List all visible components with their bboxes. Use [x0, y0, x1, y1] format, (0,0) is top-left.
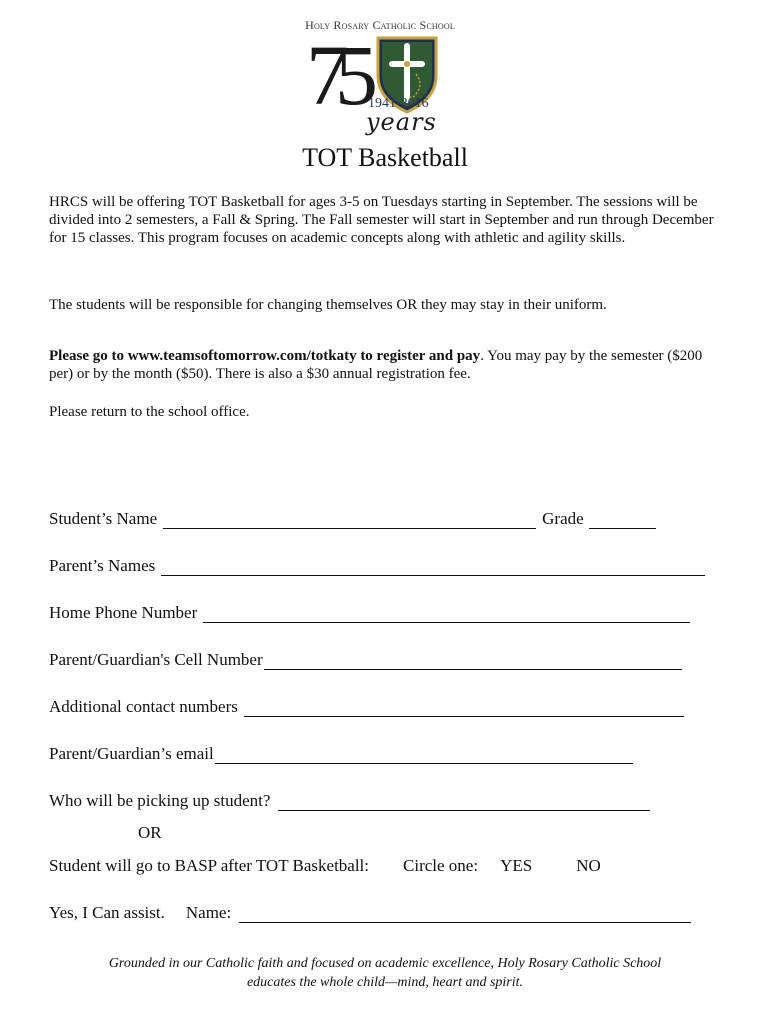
circle-one-label: Circle one:	[403, 856, 479, 875]
cell-number-field[interactable]	[264, 654, 682, 670]
grade-label: Grade	[542, 509, 584, 528]
school-name: Holy Rosary Catholic School	[305, 18, 455, 32]
student-name-row	[49, 509, 656, 529]
email-field[interactable]	[215, 748, 633, 764]
registration-fees-text: . You may pay by the semester ($200 per) or by the month ($50). There is also a $30 annual registration fee.	[49, 348, 703, 382]
registration-link-text: Please go to www.teamsoftomorrow.com/totkaty to register and pay	[49, 348, 481, 364]
anniversary-number: 75	[306, 27, 364, 123]
footer-motto	[0, 954, 770, 992]
home-phone-row	[49, 603, 690, 623]
registration-paragraph	[49, 347, 729, 383]
footer-line-2: educates the whole child—mind, heart and spirit.	[246, 975, 524, 990]
anniversary-word: years	[366, 108, 437, 136]
uniform-note: The students will be responsible for changing themselves OR they may stay in their uniform.	[49, 297, 607, 313]
grade-field[interactable]	[589, 513, 656, 529]
pickup-row	[49, 791, 650, 811]
page-title: TOT Basketball	[302, 143, 468, 172]
pickup-field[interactable]	[278, 795, 650, 811]
return-note: Please return to the school office.	[49, 404, 250, 420]
basp-label: Student will go to BASP after TOT Basketball:	[49, 856, 370, 875]
home-phone-label: Home Phone Number	[49, 603, 198, 622]
cell-number-row	[49, 650, 682, 670]
additional-contacts-field[interactable]	[244, 701, 684, 717]
parent-names-row	[49, 556, 705, 576]
parent-names-label: Parent’s Names	[49, 556, 156, 575]
pickup-label: Who will be picking up student?	[49, 791, 271, 810]
assist-name-field[interactable]	[239, 907, 691, 923]
assist-row	[49, 903, 691, 923]
yes-option[interactable]: YES	[500, 856, 533, 875]
student-name-field[interactable]	[163, 513, 536, 529]
home-phone-field[interactable]	[203, 607, 690, 623]
email-label: Parent/Guardian’s email	[49, 744, 214, 763]
anniversary-years: 1941-2016	[368, 96, 429, 111]
or-row	[138, 823, 162, 843]
student-name-label: Student’s Name	[49, 509, 158, 528]
additional-contacts-label: Additional contact numbers	[49, 697, 238, 716]
school-logo	[280, 18, 480, 146]
basp-row	[49, 856, 601, 876]
footer-line-1: Grounded in our Catholic faith and focused on academic excellence, Holy Rosary Catholic School	[108, 956, 662, 971]
additional-contacts-row	[49, 697, 684, 717]
assist-name-label: Name:	[185, 903, 232, 922]
assist-label: Yes, I Can assist.	[49, 903, 165, 922]
or-label: OR	[138, 823, 162, 842]
no-option[interactable]: NO	[576, 856, 601, 875]
cell-number-label: Parent/Guardian's Cell Number	[49, 650, 263, 669]
intro-paragraph: HRCS will be offering TOT Basketball for ages 3-5 on Tuesdays starting in September. The sessions will be divided into 2 semesters, a Fall & Spring. The Fall semester will start in September and run through December for 15 classes. This program focuses on academic concepts along with athletic and agility skills.	[49, 194, 714, 246]
parent-names-field[interactable]	[161, 560, 705, 576]
email-row	[49, 744, 633, 764]
